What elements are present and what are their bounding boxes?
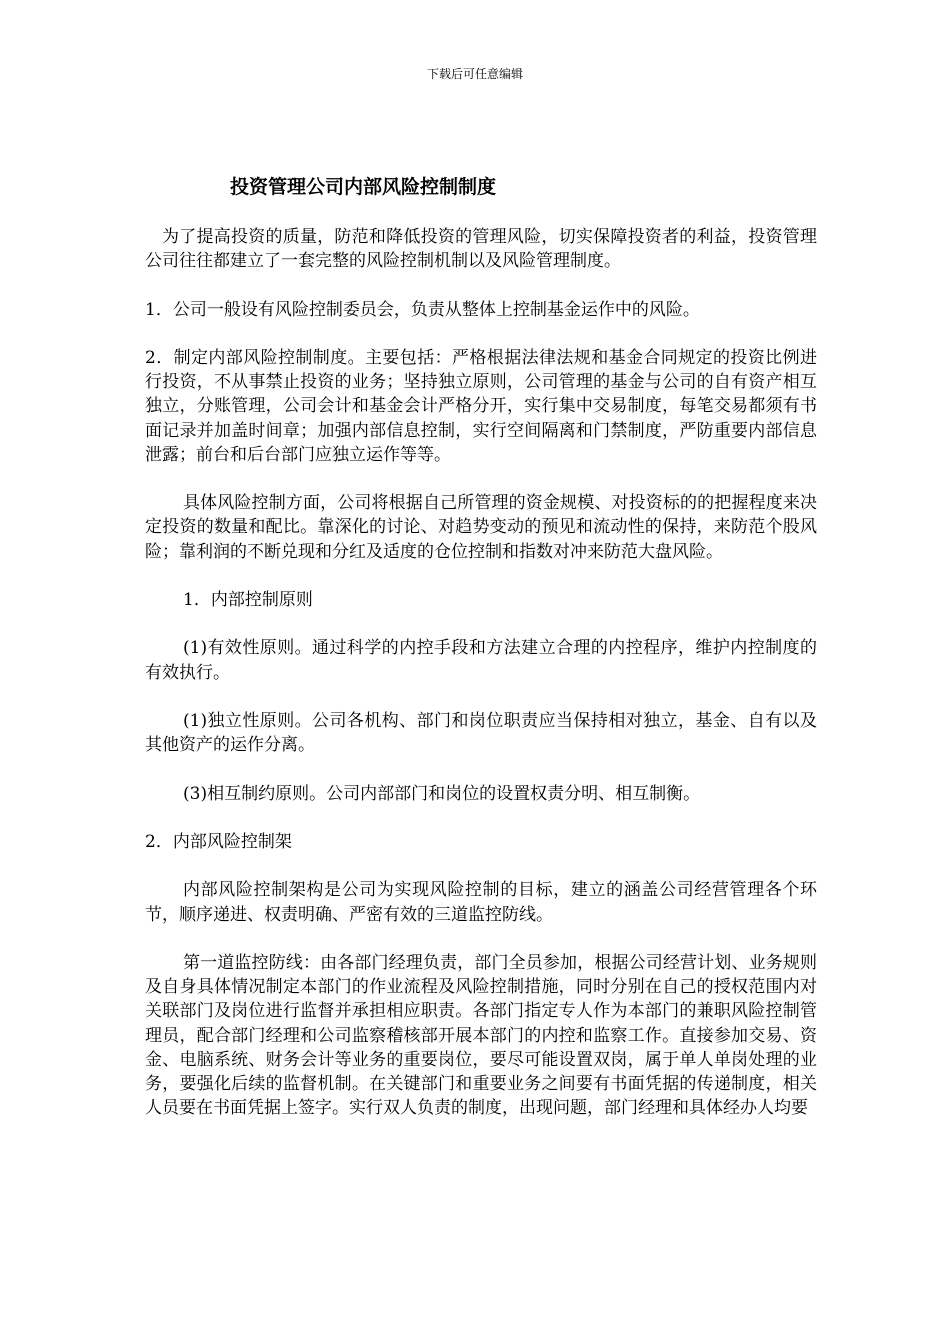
paragraph-specific-risk-control: 具体风险控制方面，公司将根据自己所管理的资金规模、对投资标的的把握程度来决定投资的数量和配比。靠深化的讨论、对趋势变动的预见和流动性的保持，来防范个股风险；靠利润的不断兑现和分红及适度的仓位控制和指数对冲来防范大盘风险。 [145, 493, 817, 562]
heading-internal-control-principles: 1．内部控制原则 [183, 589, 313, 610]
heading-risk-control-framework: 2．内部风险控制架 [145, 831, 292, 852]
paragraph-intro: 为了提高投资的质量，防范和降低投资的管理风险，切实保障投资者的利益，投资管理公司往往都建立了一套完整的风险控制机制以及风险管理制度。 [145, 227, 817, 272]
paragraph-risk-committee: 1．公司一般设有风险控制委员会，负责从整体上控制基金运作中的风险。 [145, 299, 700, 320]
page-header: 下载后可任意编辑 [426, 67, 523, 81]
paragraph-internal-control-system: 2．制定内部风险控制制度。主要包括：严格根据法律法规和基金合同规定的投资比例进行投资，不从事禁止投资的业务；坚持独立原则，公司管理的基金与公司的自有资产相互独立，分账管理，公司会计和基金会计严格分开，实行集中交易制度，每笔交易都须有书面记录并加盖时间章；加强内部信息控制，实行空间隔离和门禁制度，严防重要内部信息泄露；前台和后台部门应独立运作等等。 [145, 347, 817, 465]
paragraph-mutual-restriction-principle: (3)相互制约原则。公司内部部门和岗位的设置权责分明、相互制衡。 [183, 783, 701, 804]
paragraph-framework-description: 内部风险控制架构是公司为实现风险控制的目标，建立的涵盖公司经营管理各个环节，顺序递进、权责明确、严密有效的三道监控防线。 [145, 880, 817, 925]
document-body [145, 225, 817, 1145]
paragraph-independence-principle: (1)独立性原则。公司各机构、部门和岗位职责应当保持相对独立，基金、自有以及其他资产的运作分离。 [145, 710, 817, 756]
paragraph-effectiveness-principle: (1)有效性原则。通过科学的内控手段和方法建立合理的内控程序，维护内控制度的有效执行。 [145, 638, 817, 683]
paragraph-first-line-of-defense: 第一道监控防线：由各部门经理负责，部门全员参加，根据公司经营计划、业务规则及自身具体情况制定本部门的作业流程及风险控制措施，同时分别在自己的授权范围内对关联部门及岗位进行监督并承担相应职责。各部门指定专人作为本部门的兼职风险控制管理员，配合部门经理和公司监察稽核部开展本部门的内控和监察工作。直接参加交易、资金、电脑系统、财务会计等业务的重要岗位，要尽可能设置双岗，属于单人单岗处理的业务，要强化后续的监督机制。在关键部门和重要业务之间要有书面凭据的传递制度，相关人员要在书面凭据上签字。实行双人负责的制度，出现问题，部门经理和具体经办人均要 [145, 952, 817, 1119]
document-title: 投资管理公司内部风险控制制度 [230, 176, 497, 198]
